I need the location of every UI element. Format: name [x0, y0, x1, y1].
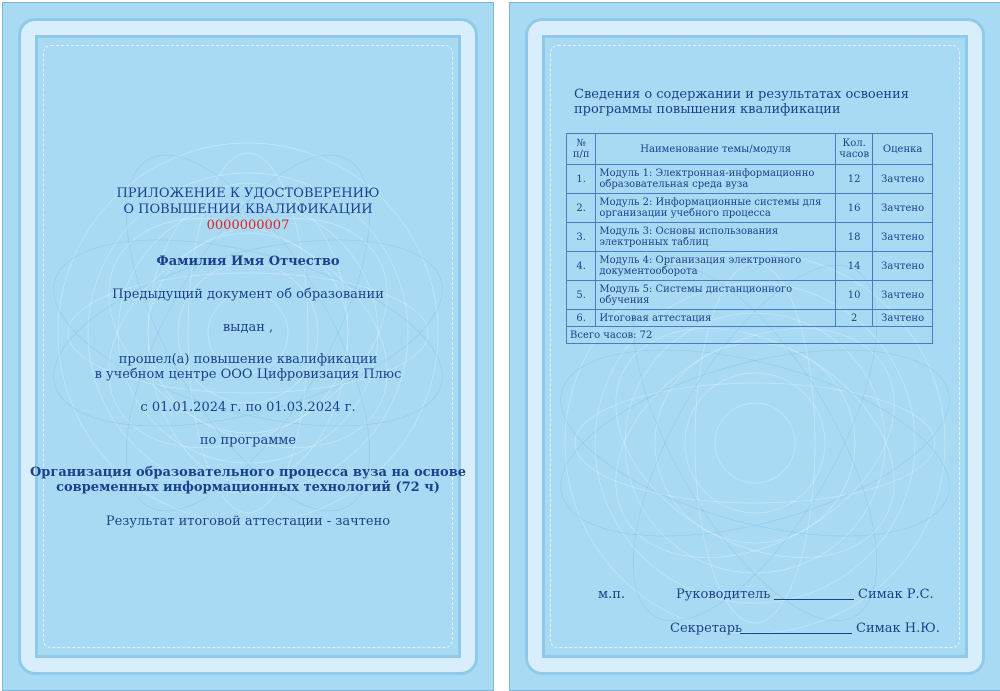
row-module-name: Модуль 3: Основы использования электронных таблиц	[596, 223, 836, 252]
director-label: Руководитель	[676, 587, 771, 602]
row-hours: 10	[836, 281, 873, 310]
row-hours: 12	[836, 165, 873, 194]
heading-line-2: О ПОВЫШЕНИИ КВАЛИФИКАЦИИ	[123, 202, 373, 217]
row-hours: 16	[836, 194, 873, 223]
row-grade: Зачтено	[873, 223, 933, 252]
full-name: Фамилия Имя Отчество	[156, 254, 340, 269]
row-grade: Зачтено	[873, 252, 933, 281]
col-header-number-line-1: №	[576, 138, 586, 149]
passed-line-1: прошел(а) повышение квалификации	[118, 352, 378, 367]
row-number: 5.	[567, 281, 596, 310]
previous-document: Предыдущий документ об образовании	[112, 287, 384, 302]
table-total-row	[567, 327, 933, 344]
row-module-name: Модуль 2: Информационные системы для организации учебного процесса	[596, 194, 836, 223]
col-header-hours-line-2: часов	[839, 149, 870, 160]
row-grade: Зачтено	[873, 165, 933, 194]
issued-text: выдан ,	[222, 320, 274, 335]
secretary-label: Секретарь	[670, 621, 743, 636]
stamp-place-label: м.п.	[598, 587, 626, 602]
table-row	[567, 194, 933, 223]
modules-table	[566, 133, 933, 344]
director-signature-line	[774, 587, 854, 604]
certificate-number: 0000000007	[206, 218, 290, 233]
training-dates: с 01.01.2024 г. по 01.03.2024 г.	[140, 400, 356, 415]
row-grade: Зачтено	[873, 281, 933, 310]
col-header-hours	[836, 134, 873, 165]
col-header-number	[567, 134, 596, 165]
secretary-name: Симак Н.Ю.	[856, 621, 940, 636]
director-name: Симак Р.С.	[858, 587, 934, 602]
table-row	[567, 165, 933, 194]
table-header-row	[567, 134, 933, 165]
table-row	[567, 252, 933, 281]
row-hours: 14	[836, 252, 873, 281]
row-module-name: Модуль 1: Электронная-информационно образовательная среда вуза	[596, 165, 836, 194]
table-row	[567, 310, 933, 327]
row-grade: Зачтено	[873, 194, 933, 223]
decorative-inner-border	[43, 45, 453, 648]
content-title-line-1: Сведения о содержании и результатах освоения	[574, 87, 909, 102]
content-title-line-2: программы повышения квалификации	[574, 102, 841, 117]
row-hours: 2	[836, 310, 873, 327]
table-row	[567, 281, 933, 310]
col-header-grade: Оценка	[873, 134, 933, 165]
row-module-name: Модуль 4: Организация электронного документооборота	[596, 252, 836, 281]
row-grade: Зачтено	[873, 310, 933, 327]
certificate-appendix-page	[2, 2, 494, 691]
row-number: 6.	[567, 310, 596, 327]
col-header-name: Наименование темы/модуля	[596, 134, 836, 165]
passed-line-2: в учебном центре ООО Цифровизация Плюс	[94, 367, 402, 382]
attestation-result: Результат итоговой аттестации - зачтено	[105, 514, 391, 529]
col-header-number-line-2: п/п	[572, 149, 590, 160]
row-number: 2.	[567, 194, 596, 223]
program-title-line-2: современных информационных технологий (72 ч)	[56, 480, 440, 495]
heading-line-1: ПРИЛОЖЕНИЕ К УДОСТОВЕРЕНИЮ	[116, 186, 380, 201]
row-number: 3.	[567, 223, 596, 252]
row-number: 4.	[567, 252, 596, 281]
by-program-label: по программе	[199, 433, 297, 448]
program-content-page	[509, 2, 1000, 691]
row-module-name: Модуль 5: Системы дистанционного обучения	[596, 281, 836, 310]
program-title-line-1: Организация образовательного процесса вуза на основе	[29, 465, 467, 480]
secretary-signature-line	[740, 621, 852, 638]
col-header-hours-line-1: Кол.	[842, 138, 866, 149]
row-number: 1.	[567, 165, 596, 194]
total-hours: Всего часов: 72	[567, 327, 933, 344]
row-hours: 18	[836, 223, 873, 252]
row-module-name: Итоговая аттестация	[596, 310, 836, 327]
table-row	[567, 223, 933, 252]
